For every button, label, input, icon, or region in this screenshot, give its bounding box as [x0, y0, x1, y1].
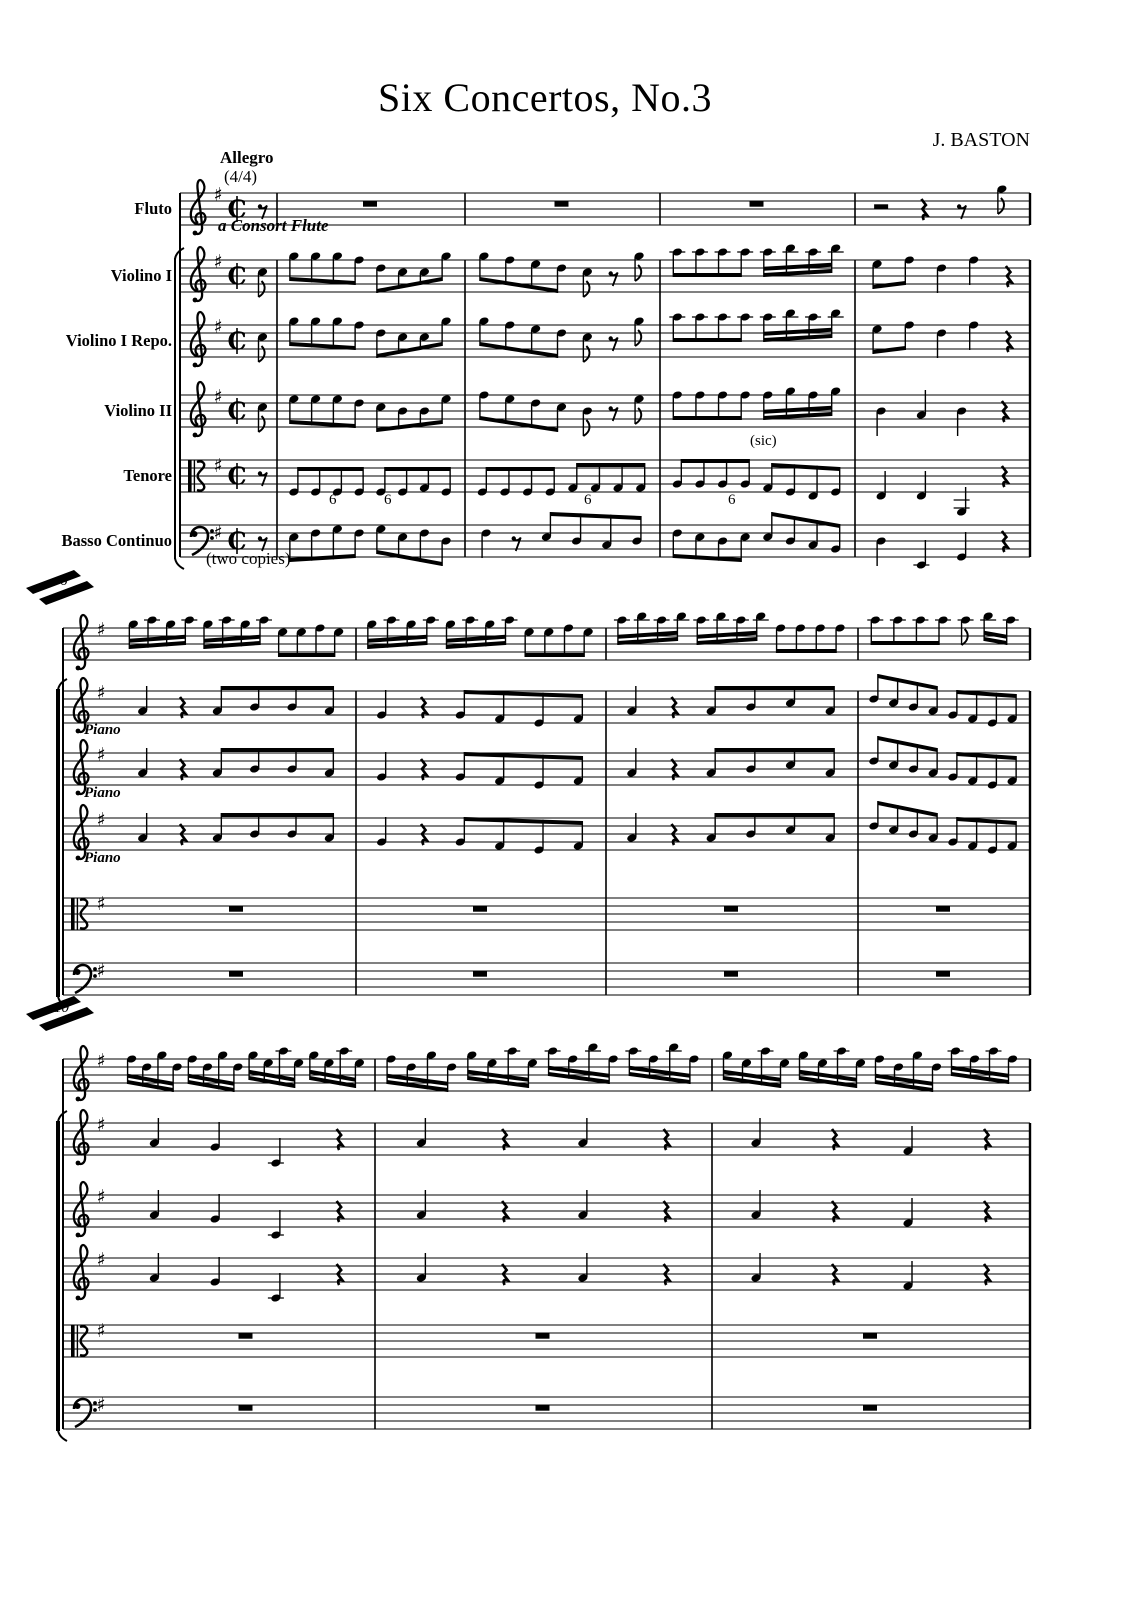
cut-time-icon: C — [227, 326, 247, 356]
key-signature-sharp: ♯ — [213, 316, 223, 338]
tempo-marking: Allegro — [220, 148, 274, 167]
key-signature-sharp: ♯ — [213, 184, 223, 206]
instrument-label: Violino I — [110, 266, 172, 285]
cut-time-icon: C — [227, 461, 247, 491]
treble-clef-icon — [74, 615, 89, 670]
key-signature-sharp: ♯ — [96, 893, 106, 915]
figured-bass-numeral: 6 — [584, 492, 592, 508]
instrument-label: Violino II — [104, 401, 172, 420]
instrument-label: Tenore — [123, 466, 172, 485]
figured-bass-numeral: 6 — [728, 492, 736, 508]
key-signature-sharp: ♯ — [96, 1114, 106, 1136]
key-signature-sharp: ♯ — [96, 682, 106, 704]
treble-clef-icon — [191, 247, 206, 302]
key-signature-sharp: ♯ — [96, 1249, 106, 1271]
key-signature-sharp: ♯ — [96, 1394, 106, 1416]
figured-bass-numeral: 6 — [384, 492, 392, 508]
cut-time-icon: C — [227, 261, 247, 291]
key-signature-sharp: ♯ — [96, 1050, 106, 1072]
instrument-label: Basso Continuo — [61, 531, 172, 550]
time-signature-label: (4/4) — [224, 167, 258, 186]
treble-clef-icon — [191, 312, 206, 367]
cut-time-icon: C — [227, 526, 247, 556]
cut-time-icon: C — [227, 194, 247, 224]
key-signature-sharp: ♯ — [213, 386, 223, 408]
dynamic-marking-piano: Piano — [84, 722, 121, 738]
key-signature-sharp: ♯ — [96, 619, 106, 641]
figured-bass-numeral: 6 — [329, 492, 337, 508]
annotation-two-copies: (two copies) — [206, 549, 291, 568]
measure-number: 6 — [60, 573, 68, 589]
treble-clef-icon — [74, 1046, 89, 1101]
key-signature-sharp: ♯ — [96, 1320, 106, 1342]
measure-number: 10 — [54, 1000, 69, 1016]
annotation-sic: (sic) — [750, 433, 777, 449]
key-signature-sharp: ♯ — [96, 809, 106, 831]
cut-time-icon: C — [227, 396, 247, 426]
treble-clef-icon — [74, 1182, 89, 1237]
page-title: Six Concertos, No.3 — [378, 75, 712, 120]
key-signature-sharp: ♯ — [96, 744, 106, 766]
instrument-label: Violino I Repo. — [65, 331, 172, 350]
treble-clef-icon — [74, 1110, 89, 1165]
dynamic-marking-piano: Piano — [84, 785, 121, 801]
instrument-label: Fluto — [134, 199, 172, 218]
treble-clef-icon — [191, 382, 206, 437]
key-signature-sharp: ♯ — [96, 960, 106, 982]
annotation-consort-flute: a Consort Flute — [218, 216, 329, 235]
key-signature-sharp: ♯ — [213, 522, 223, 544]
treble-clef-icon — [191, 180, 206, 235]
key-signature-sharp: ♯ — [213, 455, 223, 477]
treble-clef-icon — [74, 1245, 89, 1300]
dynamic-marking-piano: Piano — [84, 850, 121, 866]
composer-credit: J. BASTON — [932, 129, 1030, 151]
key-signature-sharp: ♯ — [96, 1186, 106, 1208]
key-signature-sharp: ♯ — [213, 251, 223, 273]
